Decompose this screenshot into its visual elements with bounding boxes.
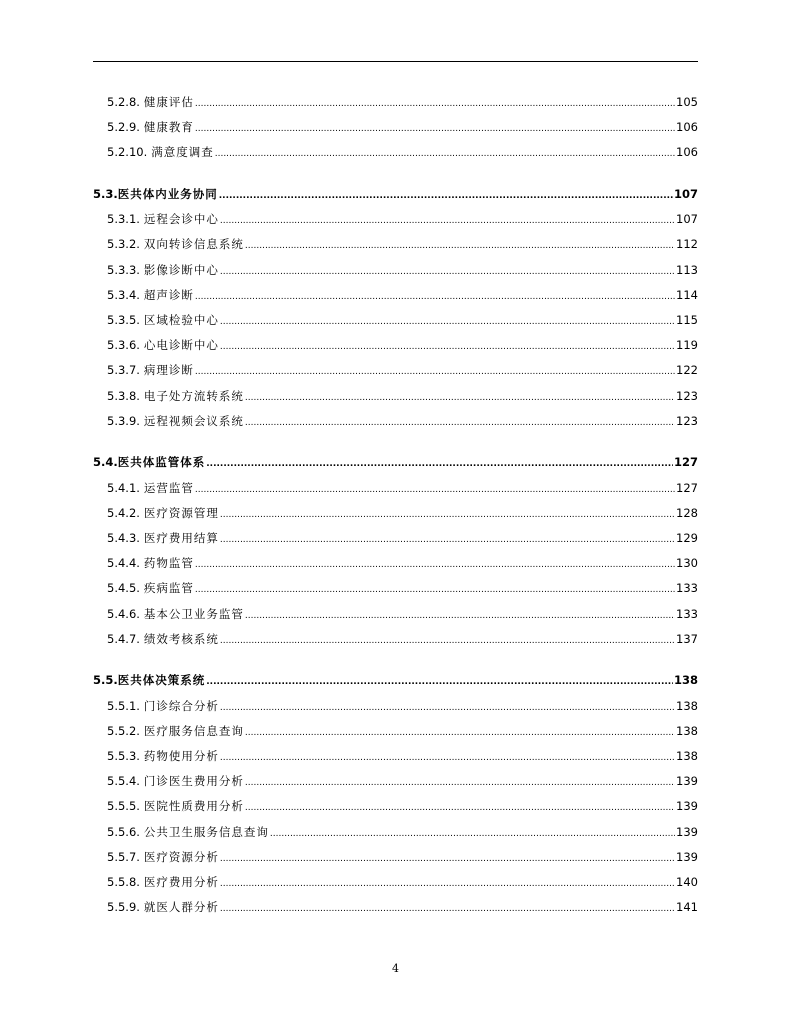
toc-section-page: 138 <box>673 673 698 688</box>
toc-entry[interactable] <box>93 895 698 920</box>
table-of-contents <box>93 90 698 920</box>
toc-entry-page: 114 <box>676 287 698 302</box>
toc-entry[interactable] <box>93 476 698 501</box>
dot-leader <box>195 476 675 503</box>
toc-entry-number: 5.3.4. <box>107 287 140 302</box>
toc-entry-page: 139 <box>676 849 698 864</box>
toc-entry-number: 5.5.7. <box>107 849 140 864</box>
toc-section-number: 5.5. <box>93 673 118 688</box>
toc-section-page: 107 <box>673 187 698 202</box>
toc-entry-title: 影像诊断中心 <box>143 262 219 277</box>
toc-entry-title: 健康教育 <box>143 120 194 135</box>
toc-entry[interactable] <box>93 794 698 819</box>
toc-entry[interactable] <box>93 358 698 383</box>
dot-leader <box>220 526 675 553</box>
toc-entry-page: 139 <box>676 774 698 789</box>
dot-leader <box>270 820 675 847</box>
toc-entry-page: 138 <box>676 698 698 713</box>
dot-leader <box>245 232 675 259</box>
toc-entry[interactable] <box>93 845 698 870</box>
toc-entry-number: 5.4.1. <box>107 480 140 495</box>
toc-entry-page: 115 <box>676 313 698 327</box>
toc-entry[interactable] <box>93 90 698 115</box>
toc-entry-title: 药物使用分析 <box>143 749 219 763</box>
dot-leader <box>206 450 673 477</box>
dot-leader <box>220 627 675 654</box>
toc-entry-title: 医疗费用分析 <box>143 874 219 889</box>
toc-entry-number: 5.4.6. <box>107 606 140 621</box>
toc-entry[interactable] <box>93 384 698 409</box>
toc-entry-number: 5.5.5. <box>107 799 140 814</box>
toc-entry-number: 5.5.1. <box>107 698 140 713</box>
toc-entry-title: 医疗资源分析 <box>143 849 219 864</box>
dot-leader <box>245 384 675 411</box>
toc-entry-title: 医院性质费用分析 <box>143 799 244 814</box>
dot-leader <box>195 551 675 578</box>
dot-leader <box>219 182 673 209</box>
dot-leader <box>220 308 675 335</box>
toc-entry-page: 106 <box>676 120 698 135</box>
toc-section-number: 5.3. <box>93 187 118 202</box>
header-rule <box>93 61 698 62</box>
dot-leader <box>195 283 675 310</box>
toc-entry[interactable] <box>93 333 698 358</box>
toc-entry[interactable] <box>93 551 698 576</box>
toc-entry-page: 106 <box>676 145 698 160</box>
toc-entry-page: 133 <box>676 606 698 621</box>
toc-entry[interactable] <box>93 501 698 526</box>
toc-entry-number: 5.5.3. <box>107 749 140 763</box>
toc-entry[interactable] <box>93 409 698 434</box>
page-number: 4 <box>392 962 399 975</box>
toc-entry-page: 138 <box>676 723 698 738</box>
toc-section-page: 127 <box>673 455 698 470</box>
toc-entry-title: 医疗资源管理 <box>143 505 219 520</box>
toc-entry-number: 5.4.4. <box>107 556 140 571</box>
toc-entry[interactable] <box>93 232 698 257</box>
dot-leader <box>195 90 675 117</box>
toc-entry-page: 128 <box>676 505 698 520</box>
dot-leader <box>220 845 675 872</box>
toc-entry-number: 5.4.5. <box>107 581 140 596</box>
toc-entry[interactable] <box>93 526 698 551</box>
dot-leader <box>215 140 675 167</box>
dot-leader <box>245 769 675 796</box>
section-gap <box>93 434 698 451</box>
toc-entry-number: 5.5.6. <box>107 824 140 839</box>
toc-entry-page: 139 <box>676 824 698 839</box>
dot-leader <box>220 744 675 771</box>
toc-section-number: 5.4. <box>93 455 118 470</box>
toc-entry[interactable] <box>93 694 698 719</box>
toc-entry-page: 112 <box>676 237 698 252</box>
toc-section[interactable] <box>93 182 698 207</box>
dot-leader <box>220 895 675 922</box>
toc-entry-number: 5.3.5. <box>107 313 140 327</box>
toc-section[interactable] <box>93 668 698 693</box>
dot-leader <box>220 333 675 360</box>
toc-entry-title: 远程会诊中心 <box>143 212 219 227</box>
toc-entry-number: 5.4.2. <box>107 505 140 520</box>
toc-entry[interactable] <box>93 602 698 627</box>
dot-leader <box>195 576 675 603</box>
toc-entry-number: 5.2.9. <box>107 120 140 135</box>
dot-leader <box>245 719 675 746</box>
toc-entry-number: 5.2.8. <box>107 95 140 109</box>
toc-entry-title: 绩效考核系统 <box>143 631 219 646</box>
toc-entry-title: 电子处方流转系统 <box>143 388 244 403</box>
section-gap <box>93 652 698 669</box>
toc-entry-title: 心电诊断中心 <box>143 338 219 353</box>
dot-leader <box>195 358 675 385</box>
toc-entry[interactable] <box>93 207 698 232</box>
toc-entry-page: 137 <box>676 631 698 646</box>
toc-entry[interactable] <box>93 258 698 283</box>
toc-entry[interactable] <box>93 140 698 165</box>
toc-entry-page: 107 <box>676 212 698 227</box>
toc-entry[interactable] <box>93 283 698 308</box>
dot-leader <box>245 409 675 436</box>
toc-entry-title: 公共卫生服务信息查询 <box>143 824 269 839</box>
toc-entry-title: 病理诊断 <box>143 363 194 378</box>
toc-entry-page: 113 <box>676 262 698 277</box>
toc-entry-page: 141 <box>676 900 698 915</box>
toc-entry-title: 远程视频会议系统 <box>143 413 244 428</box>
toc-entry-number: 5.3.7. <box>107 363 140 378</box>
toc-entry-title: 区域检验中心 <box>143 313 219 327</box>
section-gap <box>93 166 698 183</box>
toc-entry[interactable] <box>93 769 698 794</box>
toc-entry-number: 5.3.1. <box>107 212 140 227</box>
toc-entry-number: 5.5.8. <box>107 874 140 889</box>
toc-entry-title: 疾病监管 <box>143 581 194 596</box>
toc-entry-title: 双向转诊信息系统 <box>143 237 244 252</box>
toc-entry-page: 129 <box>676 531 698 545</box>
toc-entry[interactable] <box>93 576 698 601</box>
toc-section-title: 医共体监管体系 <box>117 455 206 470</box>
toc-entry-title: 医疗服务信息查询 <box>143 723 244 738</box>
toc-entry-number: 5.2.10. <box>107 145 148 160</box>
dot-leader <box>220 501 675 528</box>
toc-entry-number: 5.3.2. <box>107 237 140 252</box>
dot-leader <box>220 870 675 897</box>
toc-entry-number: 5.4.7. <box>107 631 140 646</box>
toc-entry-title: 医疗费用结算 <box>143 531 219 545</box>
toc-entry-title: 门诊医生费用分析 <box>143 774 244 789</box>
toc-entry-page: 138 <box>676 749 698 763</box>
toc-entry-number: 5.5.4. <box>107 774 140 789</box>
toc-entry-title: 就医人群分析 <box>143 900 219 915</box>
toc-entry-page: 105 <box>676 95 698 109</box>
toc-entry-page: 123 <box>676 388 698 403</box>
dot-leader <box>220 207 675 234</box>
toc-section-title: 医共体决策系统 <box>117 673 206 688</box>
toc-entry-title: 满意度调查 <box>151 145 214 160</box>
toc-entry-number: 5.5.2. <box>107 723 140 738</box>
toc-entry[interactable] <box>93 627 698 652</box>
toc-entry-title: 药物监管 <box>143 556 194 571</box>
dot-leader <box>245 794 675 821</box>
toc-entry[interactable] <box>93 115 698 140</box>
toc-entry-page: 140 <box>676 874 698 889</box>
toc-entry-number: 5.5.9. <box>107 900 140 915</box>
dot-leader <box>220 694 675 721</box>
toc-entry[interactable] <box>93 870 698 895</box>
toc-entry-page: 119 <box>676 338 698 353</box>
toc-entry-number: 5.4.3. <box>107 531 140 545</box>
toc-entry-number: 5.3.6. <box>107 338 140 353</box>
toc-entry-title: 门诊综合分析 <box>143 698 219 713</box>
toc-entry-page: 139 <box>676 799 698 814</box>
toc-entry-title: 基本公卫业务监管 <box>143 606 244 621</box>
toc-entry-number: 5.3.9. <box>107 413 140 428</box>
toc-entry[interactable] <box>93 308 698 333</box>
toc-entry-number: 5.3.8. <box>107 388 140 403</box>
toc-entry-title: 运营监管 <box>143 480 194 495</box>
toc-entry[interactable] <box>93 744 698 769</box>
toc-entry[interactable] <box>93 719 698 744</box>
toc-section-title: 医共体内业务协同 <box>117 187 218 202</box>
dot-leader <box>245 602 675 629</box>
toc-entry-number: 5.3.3. <box>107 262 140 277</box>
dot-leader <box>206 668 673 695</box>
toc-entry-title: 健康评估 <box>143 95 194 109</box>
toc-entry-page: 123 <box>676 413 698 428</box>
dot-leader <box>220 258 675 285</box>
toc-entry-page: 122 <box>676 363 698 378</box>
toc-section[interactable] <box>93 450 698 475</box>
toc-entry-page: 127 <box>676 480 698 495</box>
toc-entry-page: 130 <box>676 556 698 571</box>
toc-entry-page: 133 <box>676 581 698 596</box>
toc-entry-title: 超声诊断 <box>143 287 194 302</box>
dot-leader <box>195 115 675 142</box>
toc-entry[interactable] <box>93 820 698 845</box>
